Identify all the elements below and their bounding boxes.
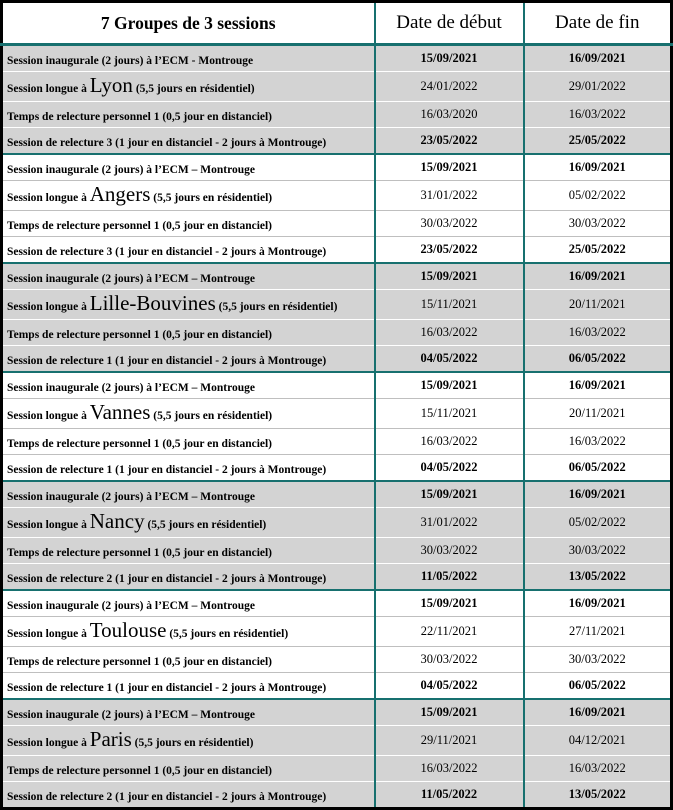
session-label: [2, 429, 375, 455]
session-start-date: 23/05/2022: [375, 128, 524, 155]
session-label: [2, 756, 375, 782]
session-row: [2, 45, 672, 72]
session-row: [2, 508, 672, 538]
session-end-date: 20/11/2021: [524, 399, 672, 429]
session-label: [2, 647, 375, 673]
session-label: [2, 782, 375, 809]
session-label: [2, 699, 375, 726]
session-end-date: 16/03/2022: [524, 320, 672, 346]
session-label: [2, 211, 375, 237]
session-label: [2, 72, 375, 102]
session-city-name: Nancy: [89, 509, 145, 533]
session-start-date: 15/11/2021: [375, 290, 524, 320]
session-end-date: 25/05/2022: [524, 237, 672, 264]
session-label-prefix: Temps de relecture personnel 1 (0,5 jour en distanciel): [7, 329, 273, 341]
session-start-date: 15/09/2021: [375, 590, 524, 617]
session-start-date: 29/11/2021: [375, 726, 524, 756]
session-end-date: 16/09/2021: [524, 590, 672, 617]
session-end-date: 06/05/2022: [524, 673, 672, 700]
session-label: [2, 263, 375, 290]
session-city-name: Lille-Bouvines: [89, 291, 216, 315]
session-label-prefix: Temps de relecture personnel 1 (0,5 jour en distanciel): [7, 547, 273, 559]
session-label: [2, 617, 375, 647]
session-end-date: 05/02/2022: [524, 508, 672, 538]
session-label: [2, 45, 375, 72]
session-end-date: 05/02/2022: [524, 181, 672, 211]
session-start-date: 11/05/2022: [375, 782, 524, 809]
session-start-date: 15/11/2021: [375, 399, 524, 429]
session-row: [2, 590, 672, 617]
session-label: [2, 154, 375, 181]
session-city-name: Vannes: [89, 400, 151, 424]
session-row: [2, 455, 672, 482]
session-start-date: 31/01/2022: [375, 181, 524, 211]
session-row: [2, 372, 672, 399]
session-row: [2, 320, 672, 346]
session-start-date: 04/05/2022: [375, 455, 524, 482]
session-row: [2, 647, 672, 673]
session-label: [2, 181, 375, 211]
session-label-suffix: (5,5 jours en résidentiel): [166, 628, 289, 640]
session-label-prefix: Session inaugurale (2 jours) à l’ECM – Montrouge: [7, 709, 255, 721]
session-label: [2, 128, 375, 155]
session-label-prefix: Temps de relecture personnel 1 (0,5 jour en distanciel): [7, 765, 273, 777]
session-row: [2, 290, 672, 320]
session-label-suffix: (5,5 jours en résidentiel): [215, 301, 338, 313]
session-label: [2, 320, 375, 346]
session-start-date: 31/01/2022: [375, 508, 524, 538]
session-label-prefix: Temps de relecture personnel 1 (0,5 jour en distanciel): [7, 438, 273, 450]
session-start-date: 04/05/2022: [375, 346, 524, 373]
session-start-date: 30/03/2022: [375, 538, 524, 564]
session-row: [2, 102, 672, 128]
session-row: [2, 481, 672, 508]
session-end-date: 04/12/2021: [524, 726, 672, 756]
session-label: [2, 237, 375, 264]
session-end-date: 06/05/2022: [524, 455, 672, 482]
session-label-prefix: Session longue à: [7, 519, 90, 531]
session-label-prefix: Session de relecture 3 (1 jour en distanciel - 2 jours à Montrouge): [7, 137, 327, 149]
session-start-date: 15/09/2021: [375, 372, 524, 399]
session-label: [2, 290, 375, 320]
session-start-date: 16/03/2022: [375, 756, 524, 782]
session-start-date: 30/03/2022: [375, 211, 524, 237]
session-label-prefix: Temps de relecture personnel 1 (0,5 jour en distanciel): [7, 220, 273, 232]
session-start-date: 11/05/2022: [375, 564, 524, 591]
session-label: [2, 399, 375, 429]
session-end-date: 06/05/2022: [524, 346, 672, 373]
session-label-prefix: Session longue à: [7, 192, 90, 204]
session-label-prefix: Temps de relecture personnel 1 (0,5 jour en distanciel): [7, 656, 273, 668]
session-start-date: 22/11/2021: [375, 617, 524, 647]
session-start-date: 30/03/2022: [375, 647, 524, 673]
session-row: [2, 346, 672, 373]
session-end-date: 13/05/2022: [524, 782, 672, 809]
session-end-date: 30/03/2022: [524, 538, 672, 564]
session-end-date: 16/09/2021: [524, 45, 672, 72]
session-start-date: 23/05/2022: [375, 237, 524, 264]
session-label-suffix: (5,5 jours en résidentiel): [150, 192, 273, 204]
session-label-prefix: Temps de relecture personnel 1 (0,5 jour en distanciel): [7, 111, 273, 123]
session-label-prefix: Session de relecture 2 (1 jour en distanciel - 2 jours à Montrouge): [7, 791, 327, 803]
session-label-prefix: Session inaugurale (2 jours) à l’ECM – Montrouge: [7, 600, 255, 612]
session-label: [2, 726, 375, 756]
session-label-prefix: Session de relecture 1 (1 jour en distanciel - 2 jours à Montrouge): [7, 464, 327, 476]
session-label-prefix: Session longue à: [7, 737, 90, 749]
session-label-prefix: Session de relecture 1 (1 jour en distanciel - 2 jours à Montrouge): [7, 355, 327, 367]
session-label-prefix: Session inaugurale (2 jours) à l’ECM – Montrouge: [7, 273, 255, 285]
session-label: [2, 673, 375, 700]
session-row: [2, 617, 672, 647]
session-label-suffix: (5,5 jours en résidentiel): [131, 737, 254, 749]
session-row: [2, 699, 672, 726]
session-row: [2, 782, 672, 809]
session-label: [2, 538, 375, 564]
session-start-date: 15/09/2021: [375, 481, 524, 508]
session-start-date: 15/09/2021: [375, 154, 524, 181]
session-city-name: Lyon: [89, 73, 133, 97]
session-city-name: Angers: [89, 182, 151, 206]
session-label-prefix: Session longue à: [7, 410, 90, 422]
session-start-date: 16/03/2022: [375, 429, 524, 455]
session-label-prefix: Session longue à: [7, 301, 90, 313]
session-label-prefix: Session inaugurale (2 jours) à l’ECM – Montrouge: [7, 382, 255, 394]
session-label-prefix: Session de relecture 3 (1 jour en distanciel - 2 jours à Montrouge): [7, 246, 327, 258]
session-row: [2, 128, 672, 155]
session-row: [2, 237, 672, 264]
col-header-end-date: Date de fin: [524, 2, 672, 45]
session-row: [2, 181, 672, 211]
session-end-date: 13/05/2022: [524, 564, 672, 591]
session-city-name: Toulouse: [89, 618, 167, 642]
table-title: 7 Groupes de 3 sessions: [2, 2, 375, 45]
session-start-date: 04/05/2022: [375, 673, 524, 700]
session-row: [2, 72, 672, 102]
session-label-suffix: (5,5 jours en résidentiel): [150, 410, 273, 422]
session-label-prefix: Session longue à: [7, 628, 90, 640]
session-row: [2, 263, 672, 290]
session-label: [2, 564, 375, 591]
session-label-prefix: Session de relecture 1 (1 jour en distanciel - 2 jours à Montrouge): [7, 682, 327, 694]
session-end-date: 16/09/2021: [524, 263, 672, 290]
session-label-prefix: Session inaugurale (2 jours) à l’ECM – Montrouge: [7, 164, 255, 176]
session-end-date: 16/09/2021: [524, 154, 672, 181]
session-row: [2, 726, 672, 756]
session-row: [2, 399, 672, 429]
session-start-date: 24/01/2022: [375, 72, 524, 102]
session-end-date: 29/01/2022: [524, 72, 672, 102]
session-label: [2, 455, 375, 482]
table-body: [2, 45, 672, 809]
session-label-prefix: Session inaugurale (2 jours) à l’ECM - Montrouge: [7, 55, 254, 67]
session-label-prefix: Session longue à: [7, 83, 90, 95]
col-header-start-date: Date de début: [375, 2, 524, 45]
session-row: [2, 538, 672, 564]
session-end-date: 25/05/2022: [524, 128, 672, 155]
session-label: [2, 508, 375, 538]
session-row: [2, 211, 672, 237]
session-label: [2, 102, 375, 128]
session-start-date: 15/09/2021: [375, 263, 524, 290]
session-row: [2, 429, 672, 455]
header-row: [2, 2, 672, 45]
session-row: [2, 154, 672, 181]
session-start-date: 15/09/2021: [375, 45, 524, 72]
session-end-date: 16/09/2021: [524, 372, 672, 399]
session-end-date: 30/03/2022: [524, 647, 672, 673]
session-row: [2, 756, 672, 782]
session-label-suffix: (5,5 jours en résidentiel): [144, 519, 267, 531]
session-end-date: 16/09/2021: [524, 699, 672, 726]
session-label-prefix: Session de relecture 2 (1 jour en distanciel - 2 jours à Montrouge): [7, 573, 327, 585]
session-city-name: Paris: [89, 727, 132, 751]
session-end-date: 16/03/2022: [524, 102, 672, 128]
session-end-date: 16/09/2021: [524, 481, 672, 508]
session-end-date: 20/11/2021: [524, 290, 672, 320]
session-row: [2, 564, 672, 591]
session-end-date: 30/03/2022: [524, 211, 672, 237]
session-start-date: 15/09/2021: [375, 699, 524, 726]
session-end-date: 27/11/2021: [524, 617, 672, 647]
session-start-date: 16/03/2022: [375, 320, 524, 346]
session-end-date: 16/03/2022: [524, 429, 672, 455]
session-label: [2, 372, 375, 399]
session-label-prefix: Session inaugurale (2 jours) à l’ECM – Montrouge: [7, 491, 255, 503]
session-label: [2, 346, 375, 373]
session-start-date: 16/03/2020: [375, 102, 524, 128]
session-label: [2, 481, 375, 508]
session-end-date: 16/03/2022: [524, 756, 672, 782]
session-row: [2, 673, 672, 700]
session-label: [2, 590, 375, 617]
session-label-suffix: (5,5 jours en résidentiel): [132, 83, 255, 95]
